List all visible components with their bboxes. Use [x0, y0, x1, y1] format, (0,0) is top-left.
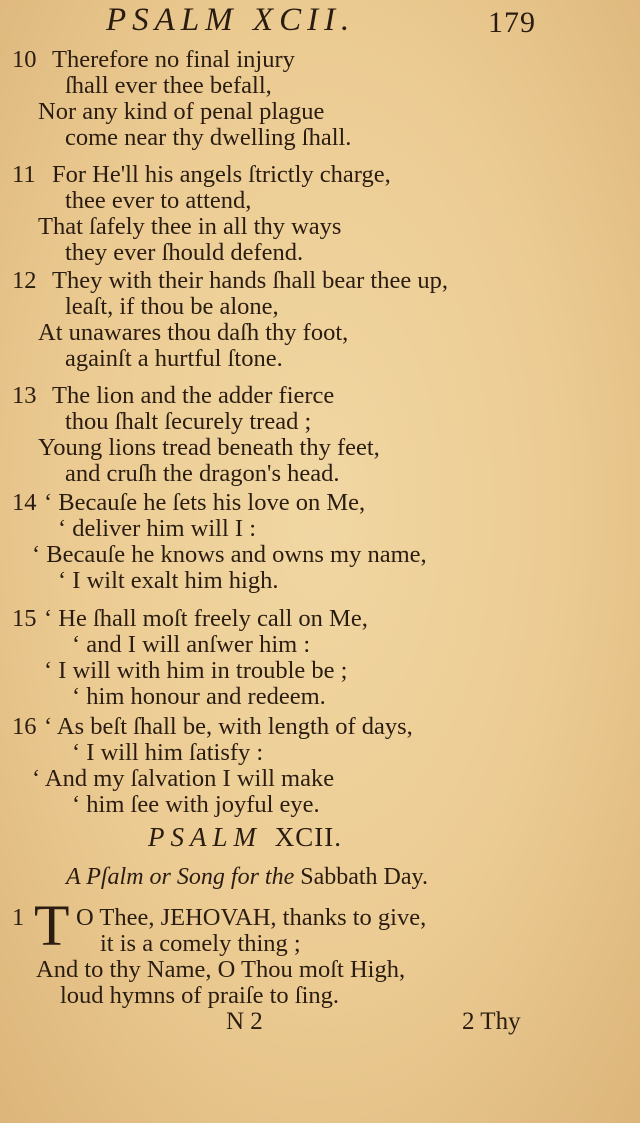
verse-line: ‘ him honour and redeem. — [72, 683, 326, 710]
verse-number: 15 — [12, 605, 37, 632]
psalm-subtitle — [66, 864, 428, 891]
verse-line: ‘ He ſhall moſt freely call on Me, — [44, 605, 368, 632]
verse-line: ‘ Becauſe he knows and owns my name, — [32, 541, 427, 568]
verse-number: 1 — [12, 904, 25, 931]
subtitle-roman: Sabbath Day. — [300, 864, 428, 890]
verse-line: They with their hands ſhall bear thee up, — [52, 267, 448, 294]
verse-number: 13 — [12, 382, 37, 409]
verse-line: ‘ I will him ſatisfy : — [72, 739, 264, 766]
verse-line: and cruſh the dragon's head. — [65, 460, 340, 487]
verse-number: 14 — [12, 489, 37, 516]
verse-line: O Thee, JEHOVAH, thanks to give, — [76, 904, 427, 931]
verse-line: come near thy dwelling ſhall. — [65, 124, 352, 151]
signature-mark: N 2 — [226, 1008, 263, 1035]
verse-line: Nor any kind of penal plague — [38, 98, 325, 125]
verse-line: ‘ and I will anſwer him : — [72, 631, 311, 658]
verse-line: ‘ And my ſalvation I will make — [32, 765, 335, 792]
psalm-heading-numeral: XCII. — [274, 822, 342, 852]
verse-line: loud hymns of praiſe to ſing. — [60, 982, 339, 1009]
verse-line: thee ever to attend, — [65, 187, 252, 214]
verse-number: 10 — [12, 46, 37, 73]
verse-number: 12 — [12, 267, 37, 294]
verse-line: At unawares thou daſh thy foot, — [38, 319, 349, 346]
page-header — [0, 2, 640, 42]
verse-line: ‘ I wilt exalt him high. — [58, 567, 279, 594]
verse-line: they ever ſhould defend. — [65, 239, 304, 266]
running-title: PSALM XCII. — [106, 2, 356, 38]
verse-line: And to thy Name, O Thou moſt High, — [36, 956, 406, 983]
psalm-heading-word: PSALM — [148, 822, 262, 852]
verse-line: ſhall ever thee befall, — [65, 72, 272, 99]
verse-number: 11 — [12, 161, 36, 188]
subtitle-italic: A Pſalm or Song for the — [66, 864, 295, 890]
verse-line: leaſt, if thou be alone, — [65, 293, 279, 320]
verse-line: ‘ deliver him will I : — [58, 515, 256, 542]
verse-line: againſt a hurtful ſtone. — [65, 345, 283, 372]
verse-line: ‘ him ſee with joyful eye. — [72, 791, 320, 818]
page-number: 179 — [488, 6, 536, 39]
verse-line: it is a comely thing ; — [100, 930, 301, 957]
verse-line: ‘ As beſt ſhall be, with length of days, — [44, 713, 413, 740]
drop-cap: T — [34, 893, 70, 958]
verse-line: Young lions tread beneath thy feet, — [38, 434, 380, 461]
psalm-heading — [148, 822, 342, 853]
verse-line: Therefore no final injury — [52, 46, 295, 73]
verse-line: thou ſhalt ſecurely tread ; — [65, 408, 312, 435]
verse-line: For He'll his angels ſtrictly charge, — [52, 161, 391, 188]
verse-line: The lion and the adder fierce — [52, 382, 335, 409]
verse-line: ‘ Becauſe he ſets his love on Me, — [44, 489, 366, 516]
verse-line: ‘ I will with him in trouble be ; — [44, 657, 348, 684]
verse-number: 16 — [12, 713, 37, 740]
catchword: 2 Thy — [462, 1008, 521, 1035]
verse-line: That ſafely thee in all thy ways — [38, 213, 342, 240]
